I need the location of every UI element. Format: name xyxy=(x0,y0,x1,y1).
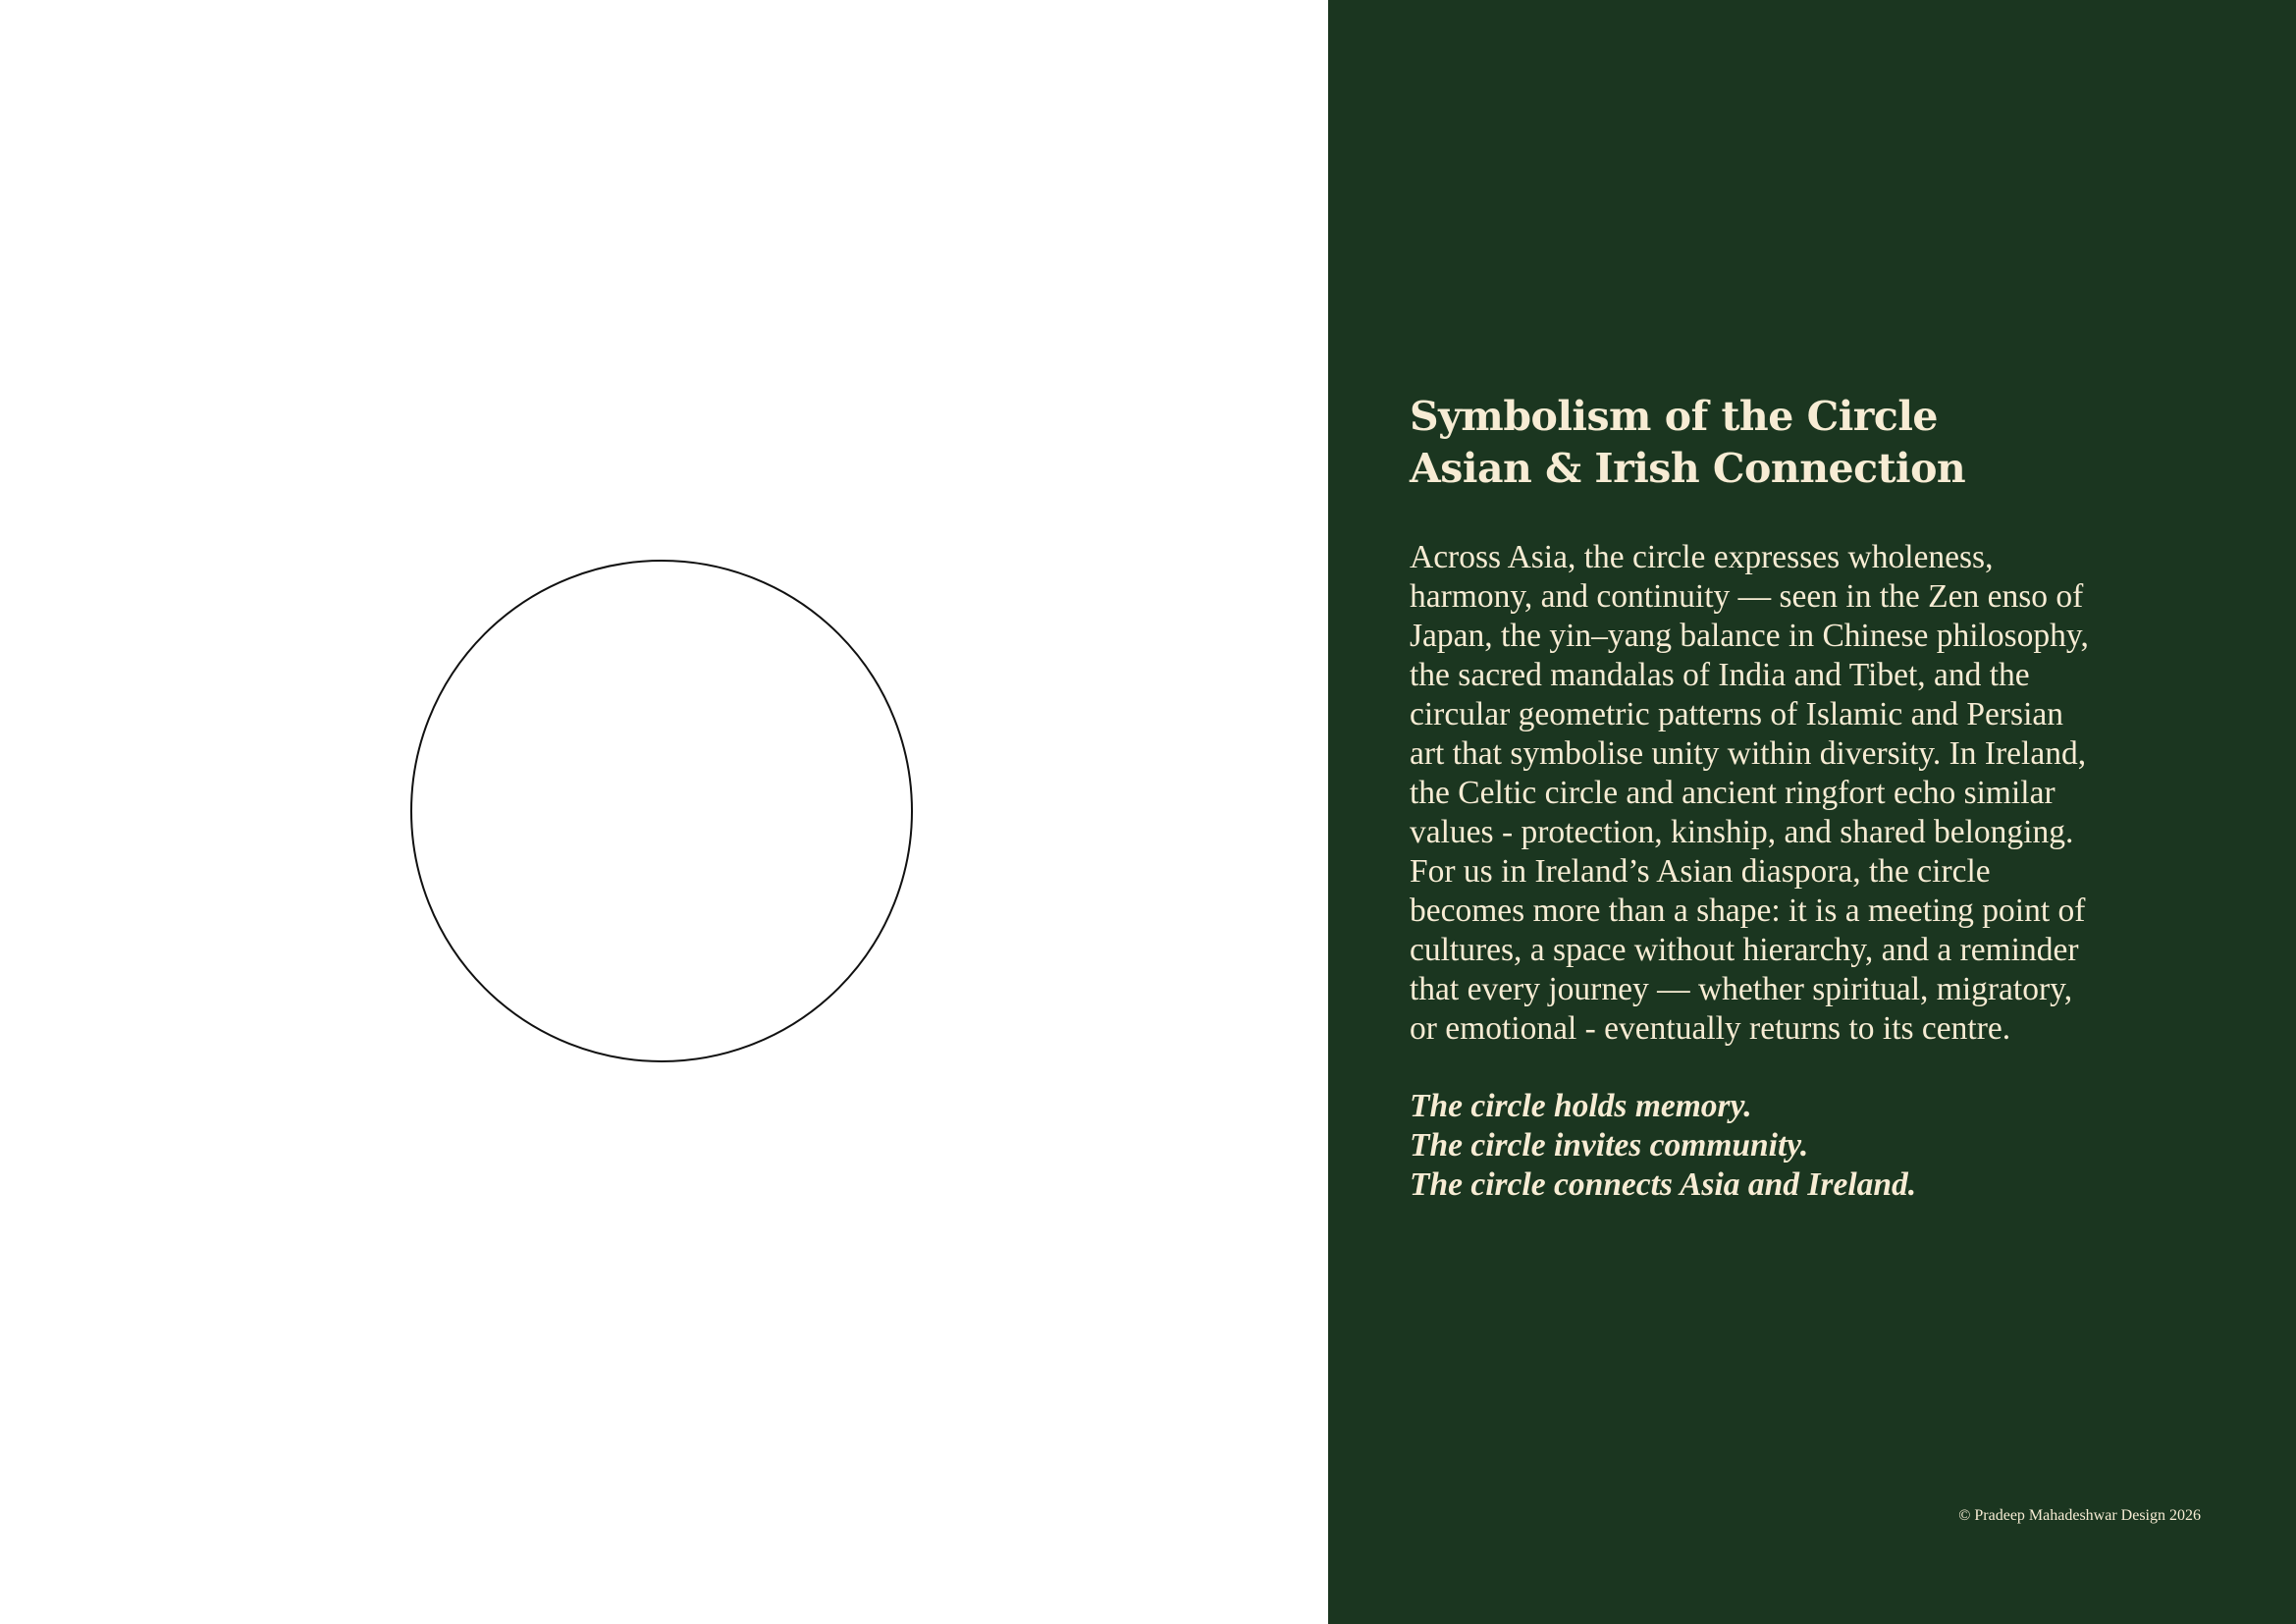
body-line: values - protection, kinship, and shared belonging. xyxy=(1410,814,2074,850)
body-line: becomes more than a shape: it is a meeting point of xyxy=(1410,893,2086,929)
circle-illustration xyxy=(410,560,913,1062)
body-line: that every journey — whether spiritual, migratory, xyxy=(1410,971,2073,1007)
closing-quotes xyxy=(1410,1087,2244,1205)
quote-line: The circle connects Asia and Ireland. xyxy=(1410,1166,1917,1203)
copyright-footer: © Pradeep Mahadeshwar Design 2026 xyxy=(1958,1507,2201,1524)
body-line: art that symbolise unity within diversity. In Ireland, xyxy=(1410,735,2087,772)
quote-line: The circle holds memory. xyxy=(1410,1088,1752,1124)
title-line-1: Symbolism of the Circle xyxy=(1410,393,1939,440)
body-line: the sacred mandalas of India and Tibet, and the xyxy=(1410,657,2030,693)
body-line: cultures, a space without hierarchy, and a reminder xyxy=(1410,932,2079,968)
body-line: Across Asia, the circle expresses wholeness, xyxy=(1410,539,1994,575)
text-panel xyxy=(1328,0,2296,1624)
body-line: harmony, and continuity — seen in the Zen enso of xyxy=(1410,578,2084,615)
body-line: For us in Ireland’s Asian diaspora, the circle xyxy=(1410,853,1991,890)
body-paragraph xyxy=(1410,538,2244,1049)
title-line-2: Asian & Irish Connection xyxy=(1410,445,1966,492)
content-block xyxy=(1410,391,2244,1205)
body-line: Japan, the yin–yang balance in Chinese philosophy, xyxy=(1410,618,2089,654)
body-line: or emotional - eventually returns to its centre. xyxy=(1410,1010,2011,1047)
quote-line: The circle invites community. xyxy=(1410,1127,1809,1164)
page-title xyxy=(1410,391,2244,495)
body-line: the Celtic circle and ancient ringfort echo similar xyxy=(1410,775,2056,811)
body-line: circular geometric patterns of Islamic and Persian xyxy=(1410,696,2064,732)
